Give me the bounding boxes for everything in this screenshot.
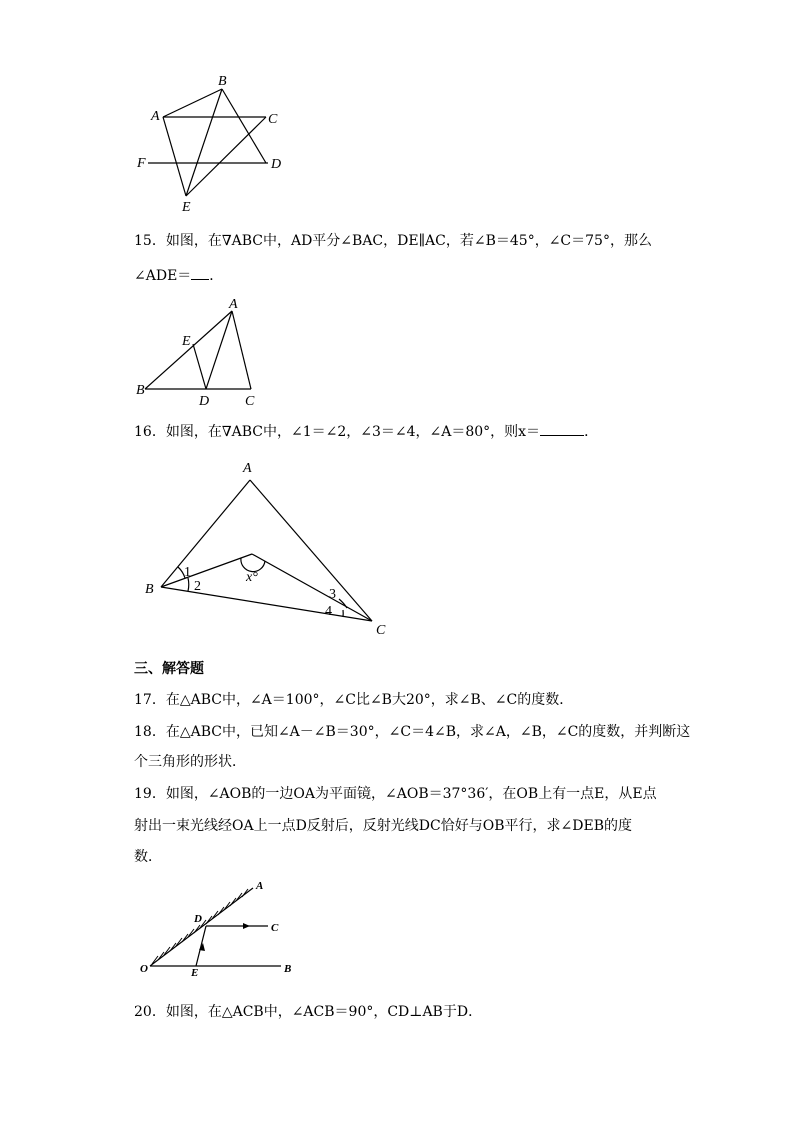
segment-ad (163, 117, 186, 196)
segment-bc (222, 89, 266, 163)
ray-ed (196, 926, 206, 966)
label-b: B (145, 582, 154, 597)
q17-line: 17．在△ABC中，∠A＝100°，∠C比∠B大20°，求∠B、∠C的度数． (134, 692, 574, 708)
label-e: E (182, 334, 191, 349)
q16-line (134, 421, 598, 442)
q18-line2: 个三角形的形状． (134, 754, 246, 770)
figure-14 (0, 0, 794, 220)
q15-answer-blank[interactable] (191, 265, 209, 280)
q19-line2: 射出一束光线经OA上一点D反射后，反射光线DC恰好与OB平行，求∠DEB的度 (134, 818, 632, 834)
label-d: D (194, 913, 202, 925)
q15-line2-text: ∠ADE＝ (134, 268, 192, 284)
angle-label-3: 3 (329, 587, 336, 602)
angle-label-x: x° (246, 570, 258, 585)
label-f: F (137, 156, 146, 171)
label-a: A (256, 880, 264, 892)
label-b: B (218, 74, 227, 89)
label-b: B (284, 963, 292, 975)
figure-15 (0, 290, 794, 410)
segment-ba (163, 89, 222, 117)
label-d: D (199, 394, 210, 409)
label-c: C (376, 623, 386, 638)
q19-line1: 19．如图，∠AOB的一边OA为平面镜，∠AOB＝37°36′，在OB上有一点E，从E点 (134, 786, 657, 802)
q20-line: 20．如图，在△ACB中，∠ACB＝90°，CD⊥AB于D． (134, 1004, 483, 1020)
segment-ac (250, 480, 372, 621)
q15-line2-end: ． (209, 268, 224, 284)
figure-19 (0, 872, 794, 982)
figure-16 (0, 450, 794, 645)
label-o: O (140, 963, 148, 975)
angle-label-1: 1 (184, 565, 191, 580)
arrow-dc (243, 923, 250, 929)
angle-label-4: 4 (325, 604, 332, 619)
label-c: C (271, 922, 279, 934)
q18-line1: 18．在△ABC中，已知∠A－∠B＝30°，∠C＝4∠B，求∠A，∠B，∠C的度数，并判断这 (134, 724, 691, 740)
q16-text: 16．如图，在∇ABC中，∠1＝∠2，∠3＝∠4，∠A＝80°，则x＝ (134, 424, 541, 440)
segment-de (193, 344, 206, 389)
q19-line3: 数． (134, 849, 162, 865)
q15-line1: 15．如图，在∇ABC中，AD平分∠BAC，DE∥AC，若∠B＝45°，∠C＝75°，那么 (134, 233, 652, 249)
label-c: C (268, 112, 278, 127)
label-e: E (191, 967, 199, 979)
q16-text-end: ． (584, 424, 599, 440)
segment-ce (186, 117, 266, 196)
label-a: A (151, 109, 160, 124)
label-b: B (136, 383, 145, 398)
section-title: 三、解答题 (134, 661, 204, 677)
label-a: A (243, 461, 252, 476)
q16-answer-blank[interactable] (540, 421, 584, 436)
label-c: C (245, 394, 255, 409)
segment-be (186, 89, 222, 196)
label-e: E (182, 200, 191, 215)
angle-label-2: 2 (194, 579, 201, 594)
label-d: D (271, 157, 282, 172)
q15-line2 (134, 265, 223, 286)
segment-ac (232, 311, 251, 389)
label-a: A (229, 297, 238, 312)
